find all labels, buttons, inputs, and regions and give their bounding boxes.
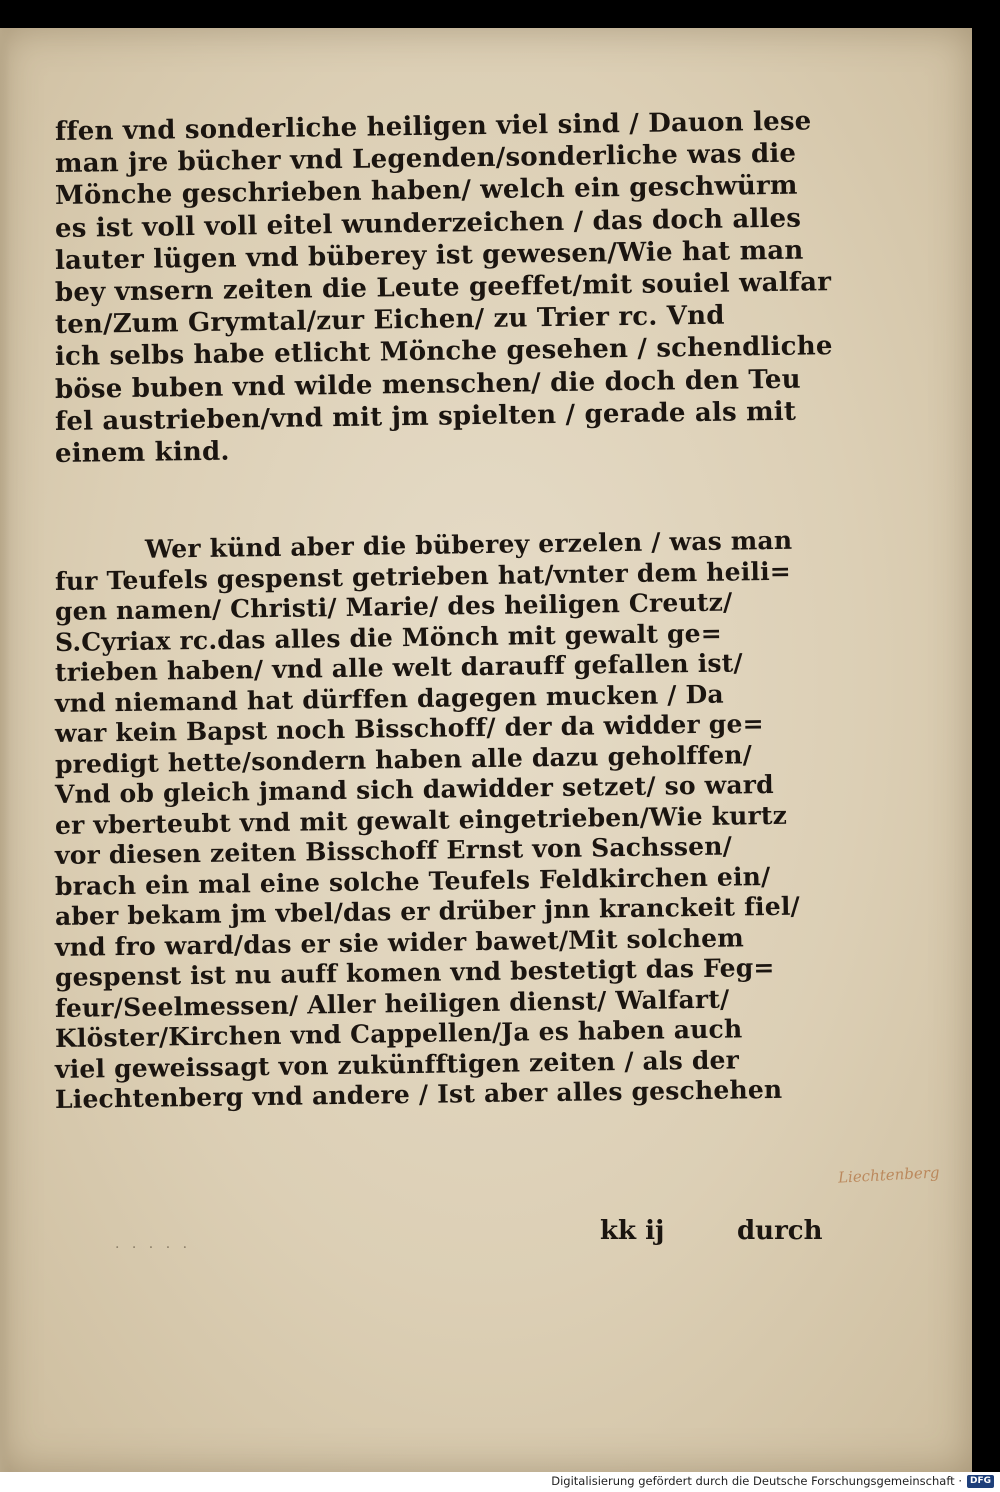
text-line: ich selbs habe etlicht Mönche gesehen / schendliche xyxy=(54,331,833,373)
text-line: bey vnsern zeiten die Leute geeffet/mit souiel walfar xyxy=(54,267,832,308)
text-line: Mönche geschrieben haben/ welch ein geschwürm xyxy=(54,171,798,212)
text-line: trieben haben/ vnd alle welt darauff gefallen ist/ xyxy=(54,648,743,687)
text-line: brach ein mal eine solche Teufels Feldkirchen ein/ xyxy=(54,861,771,901)
text-line: fur Teufels gespenst getrieben hat/vnter dem heili= xyxy=(54,556,792,596)
margin-annotation: Liechtenberg xyxy=(837,1163,940,1187)
text-line: predigt hette/sondern haben alle dazu geholffen/ xyxy=(54,739,753,779)
page-edge-shadow xyxy=(0,28,10,1472)
text-line: feur/Seelmessen/ Aller heiligen dienst/ Walfart/ xyxy=(54,984,730,1023)
text-line: böse buben vnd wilde menschen/ die doch den Teu xyxy=(54,364,801,405)
text-line: vor diesen zeiten Bisschoff Ernst von Sachssen/ xyxy=(54,831,733,870)
book-page xyxy=(0,28,972,1472)
text-line: einem kind. xyxy=(54,436,230,469)
text-line: Wer künd aber die büberey erzelen / was man xyxy=(144,525,793,564)
paragraph-1 xyxy=(54,106,833,470)
dfg-logo-icon: DFG xyxy=(967,1475,994,1488)
text-line: ten/Zum Grymtal/zur Eichen/ zu Trier rc. Vnd xyxy=(54,300,725,341)
text-line: S.Cyriax rc.das alles die Mönch mit gewalt ge= xyxy=(54,618,723,657)
text-line: vnd fro ward/das er sie wider bawet/Mit solchem xyxy=(54,922,745,962)
text-line: man jre bücher vnd Legenden/sonderliche was die xyxy=(54,138,797,180)
text-line: war kein Bapst noch Bisschoff/ der da widder ge= xyxy=(54,709,764,748)
paragraph-2 xyxy=(54,525,825,1116)
text-line: gen namen/ Christi/ Marie/ des heiligen Creutz/ xyxy=(54,587,733,626)
digitization-footer xyxy=(0,1472,1000,1492)
text-line: lauter lügen vnd büberey ist gewesen/Wie hat man xyxy=(54,235,804,276)
text-line: vnd niemand hat dürffen dagegen mucken / Da xyxy=(54,679,724,718)
text-line: Vnd ob gleich jmand sich dawidder setzet/ so ward xyxy=(54,769,775,809)
catchword: durch xyxy=(737,1216,823,1246)
stray-marks: · · · · · xyxy=(115,1240,192,1256)
text-line: gespenst ist nu auff komen vnd bestetigt das Feg= xyxy=(54,952,775,992)
text-line: fel austrieben/vnd mit jm spielten / gerade als mit xyxy=(54,396,797,437)
text-line: er vberteubt vnd mit gewalt eingetrieben/Wie kurtz xyxy=(54,800,788,840)
text-line: Liechtenberg vnd andere / Ist aber alles geschehen xyxy=(54,1074,783,1114)
text-line: es ist voll voll eitel wunderzeichen / das doch alles xyxy=(54,203,802,244)
footer-credit-text: Digitalisierung gefördert durch die Deutsche Forschungsgemeinschaft · xyxy=(551,1474,962,1488)
signature-mark: kk ij xyxy=(600,1216,665,1246)
text-line: viel geweissagt von zukünfftigen zeiten / als der xyxy=(54,1044,740,1084)
text-line: Klöster/Kirchen vnd Cappellen/Ja es haben auch xyxy=(54,1014,743,1053)
text-line: ffen vnd sonderliche heiligen viel sind / Dauon lese xyxy=(54,106,812,147)
text-line: aber bekam jm vbel/das er drüber jnn kranckeit fiel/ xyxy=(54,891,801,931)
